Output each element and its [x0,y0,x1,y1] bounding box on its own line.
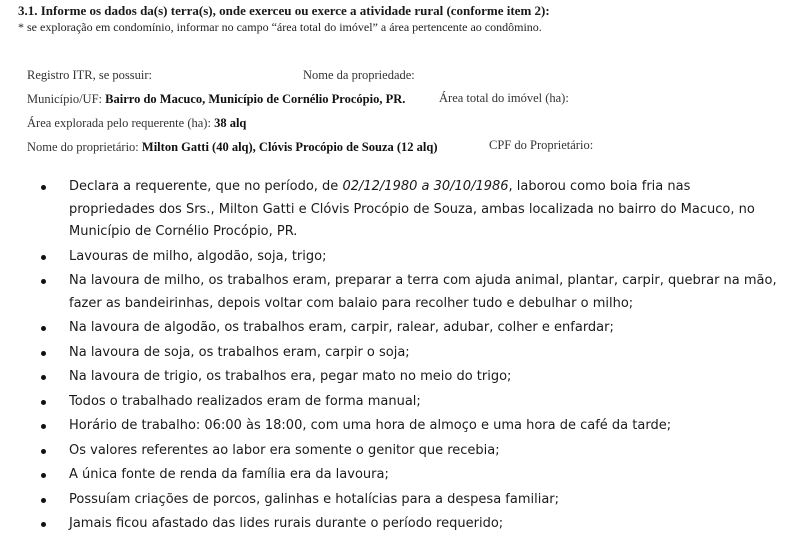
list-item [0,489,789,512]
section-title: 3.1. Informe os dados da(s) terra(s), onde exerceu ou exerce a atividade rural (conforme item 2): [18,3,550,18]
bullet-icon [41,498,46,503]
list-item-text: Na lavoura de milho, os trabalhos eram, preparar a terra com ajuda animal, plantar, carpir, quebrar na mão, fazer as bandeirinhas, depois voltar com balaio para recolher tudo e debulhar o milho; [69,273,777,311]
list-item [0,415,789,438]
field-row-area-explorada [27,116,246,131]
bullet-icon [41,326,46,331]
bullet-icon [41,522,46,527]
list-item [0,317,789,340]
declaration-prefix: Declara a requerente, que no período, de [69,179,343,194]
list-item [0,246,789,269]
municipio-label: Município/UF: [27,92,103,106]
bullet-icon [41,255,46,260]
bullet-icon [41,375,46,380]
cpf-label: CPF do Proprietário: [489,138,594,152]
list-item [0,342,789,365]
declaration-list [0,176,789,538]
bullet-icon [41,279,46,284]
bullet-icon [41,449,46,454]
list-item [0,464,789,487]
list-item-text: Horário de trabalho: 06:00 às 18:00, com uma hora de almoço e uma hora de café da tarde; [69,418,672,433]
bullet-icon [41,424,46,429]
list-item [0,270,789,315]
bullet-icon [41,473,46,478]
field-row-itr [27,68,152,83]
list-item [0,176,789,244]
area-total-label: Área total do imóvel (ha): [439,91,569,105]
list-item-text: Possuíam criações de porcos, galinhas e hotalícias para a despesa familiar; [69,491,560,507]
list-item-text: Na lavoura de algodão, os trabalhos eram, carpir, ralear, adubar, colher e enfardar; [69,320,614,335]
list-item-text: Na lavoura de soja, os trabalhos eram, carpir o soja; [69,344,410,360]
list-item-text: Todos o trabalhado realizados eram de forma manual; [69,393,421,409]
owner-label: Nome do proprietário: [27,140,139,154]
list-item [0,513,789,536]
list-item-text: Na lavoura de trigio, os trabalhos era, pegar mato no meio do trigo; [69,369,512,384]
list-item-text: Jamais ficou afastado das lides rurais durante o período requerido; [69,516,504,531]
list-item [0,391,789,414]
area-explorada-value: 38 alq [214,116,247,130]
owner-value: Milton Gatti (40 alq), Clóvis Procópio de Souza (12 alq) [141,140,438,154]
itr-label: Registro ITR, se possuir: [27,68,152,82]
bullet-icon [41,185,46,190]
list-item-text: Lavouras de milho, algodão, soja, trigo; [69,248,327,264]
bullet-icon [41,400,46,405]
list-item-text: A única fonte de renda da família era da lavoura; [69,467,389,482]
municipio-value: Bairro do Macuco, Município de Cornélio Procópio, PR. [105,92,406,106]
list-item [0,440,789,463]
declaration-suffix: , laborou como boia fria nas propriedades dos Srs., Milton Gatti e Clóvis Procópio de Souza, ambas localizada no bairro do Macuco, no Município de Cornélio Procópio, PR. [69,179,755,239]
declaration-period: 02/12/1980 a 30/10/1986 [342,179,509,194]
list-item [0,366,789,389]
property-name-label: Nome da propriedade: [303,68,415,82]
list-item-text: Os valores referentes ao labor era somente o genitor que recebia; [69,442,500,458]
field-row-municipio [27,92,405,107]
section-note: * se exploração em condomínio, informar no campo “área total do imóvel” a área pertencente ao condômino. [18,20,542,34]
bullet-icon [41,351,46,356]
field-row-owner [27,140,438,155]
area-explorada-label: Área explorada pelo requerente (ha): [27,116,211,130]
